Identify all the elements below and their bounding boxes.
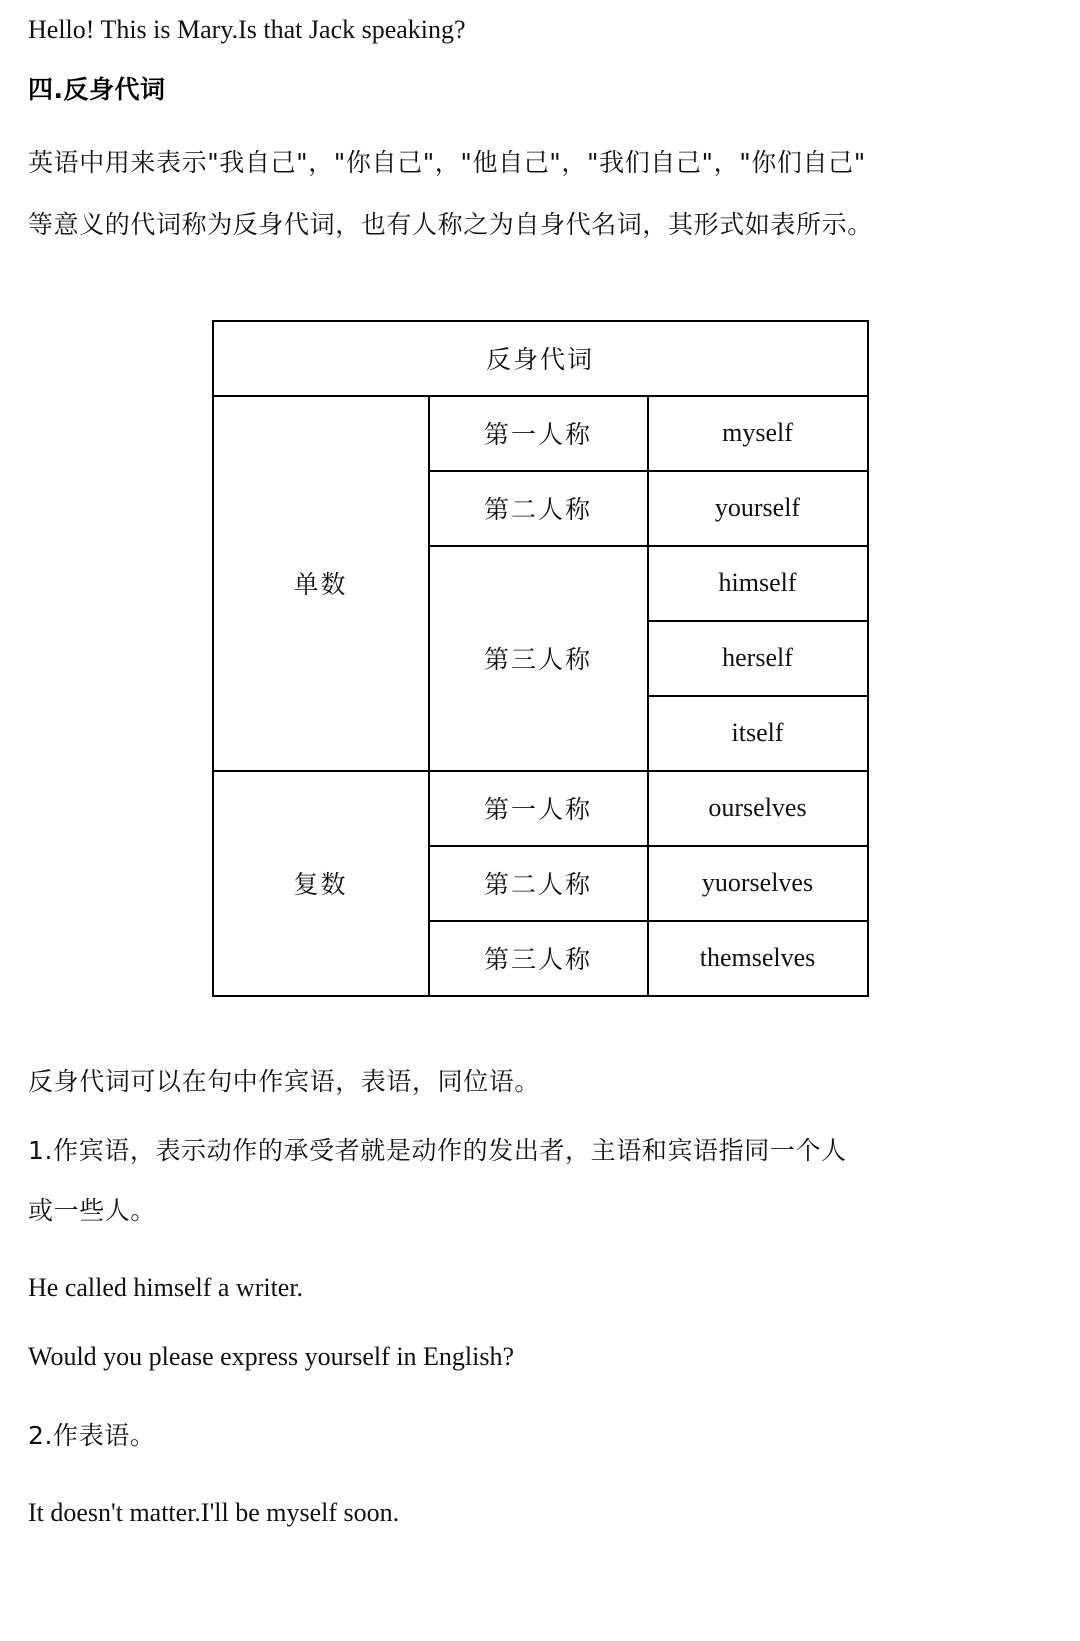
cell-word-yuorselves: yuorselves — [648, 846, 868, 921]
cell-word-itself: itself — [648, 696, 868, 771]
cell-person-third-sing: 第三人称 — [429, 546, 648, 771]
cell-word-himself: himself — [648, 546, 868, 621]
usage-point-1-line-1: 1.作宾语，表示动作的承受者就是动作的发出者，主语和宾语指同一个人 — [28, 1135, 847, 1165]
usage-point-1-line-2: 或一些人。 — [28, 1195, 157, 1225]
usage-point-2: 2.作表语。 — [28, 1420, 156, 1450]
table-row — [213, 771, 868, 846]
definition-line-1: 英语中用来表示"我自己"，"你自己"，"他自己"，"我们自己"，"你们自己" — [28, 148, 866, 178]
definition-line-2: 等意义的代词称为反身代词，也有人称之为自身代名词，其形式如表所示。 — [28, 209, 873, 239]
cell-word-themselves: themselves — [648, 921, 868, 996]
reflexive-pronoun-table — [212, 320, 869, 997]
usage-intro: 反身代词可以在句中作宾语，表语，同位语。 — [28, 1066, 541, 1096]
cell-person-second-plur: 第二人称 — [429, 846, 648, 921]
cell-person-second-sing: 第二人称 — [429, 471, 648, 546]
intro-line: Hello! This is Mary.Is that Jack speaking? — [28, 15, 466, 44]
cell-word-myself: myself — [648, 396, 868, 471]
example-sentence-3: It doesn't matter.I'll be myself soon. — [28, 1497, 400, 1527]
table-row — [213, 321, 868, 396]
cell-word-herself: herself — [648, 621, 868, 696]
spacer-before-examples — [28, 1241, 1052, 1267]
spacer-before-table — [28, 264, 1052, 320]
example-sentence-2: Would you please express yourself in English? — [28, 1342, 515, 1372]
example-sentence-1: He called himself a writer. — [28, 1272, 304, 1302]
table-title-cell: 反身代词 — [213, 321, 868, 396]
cell-word-ourselves: ourselves — [648, 771, 868, 846]
cell-number-plural: 复数 — [213, 771, 429, 996]
cell-person-first-sing: 第一人称 — [429, 396, 648, 471]
cell-number-singular: 单数 — [213, 396, 429, 771]
cell-person-third-plur: 第三人称 — [429, 921, 648, 996]
cell-word-yourself: yourself — [648, 471, 868, 546]
table-row — [213, 396, 868, 471]
spacer-before-example-3 — [28, 1466, 1052, 1492]
usage-section — [28, 1057, 1052, 1534]
cell-person-first-plur: 第一人称 — [429, 771, 648, 846]
section-heading: 四.反身代词 — [28, 75, 166, 105]
